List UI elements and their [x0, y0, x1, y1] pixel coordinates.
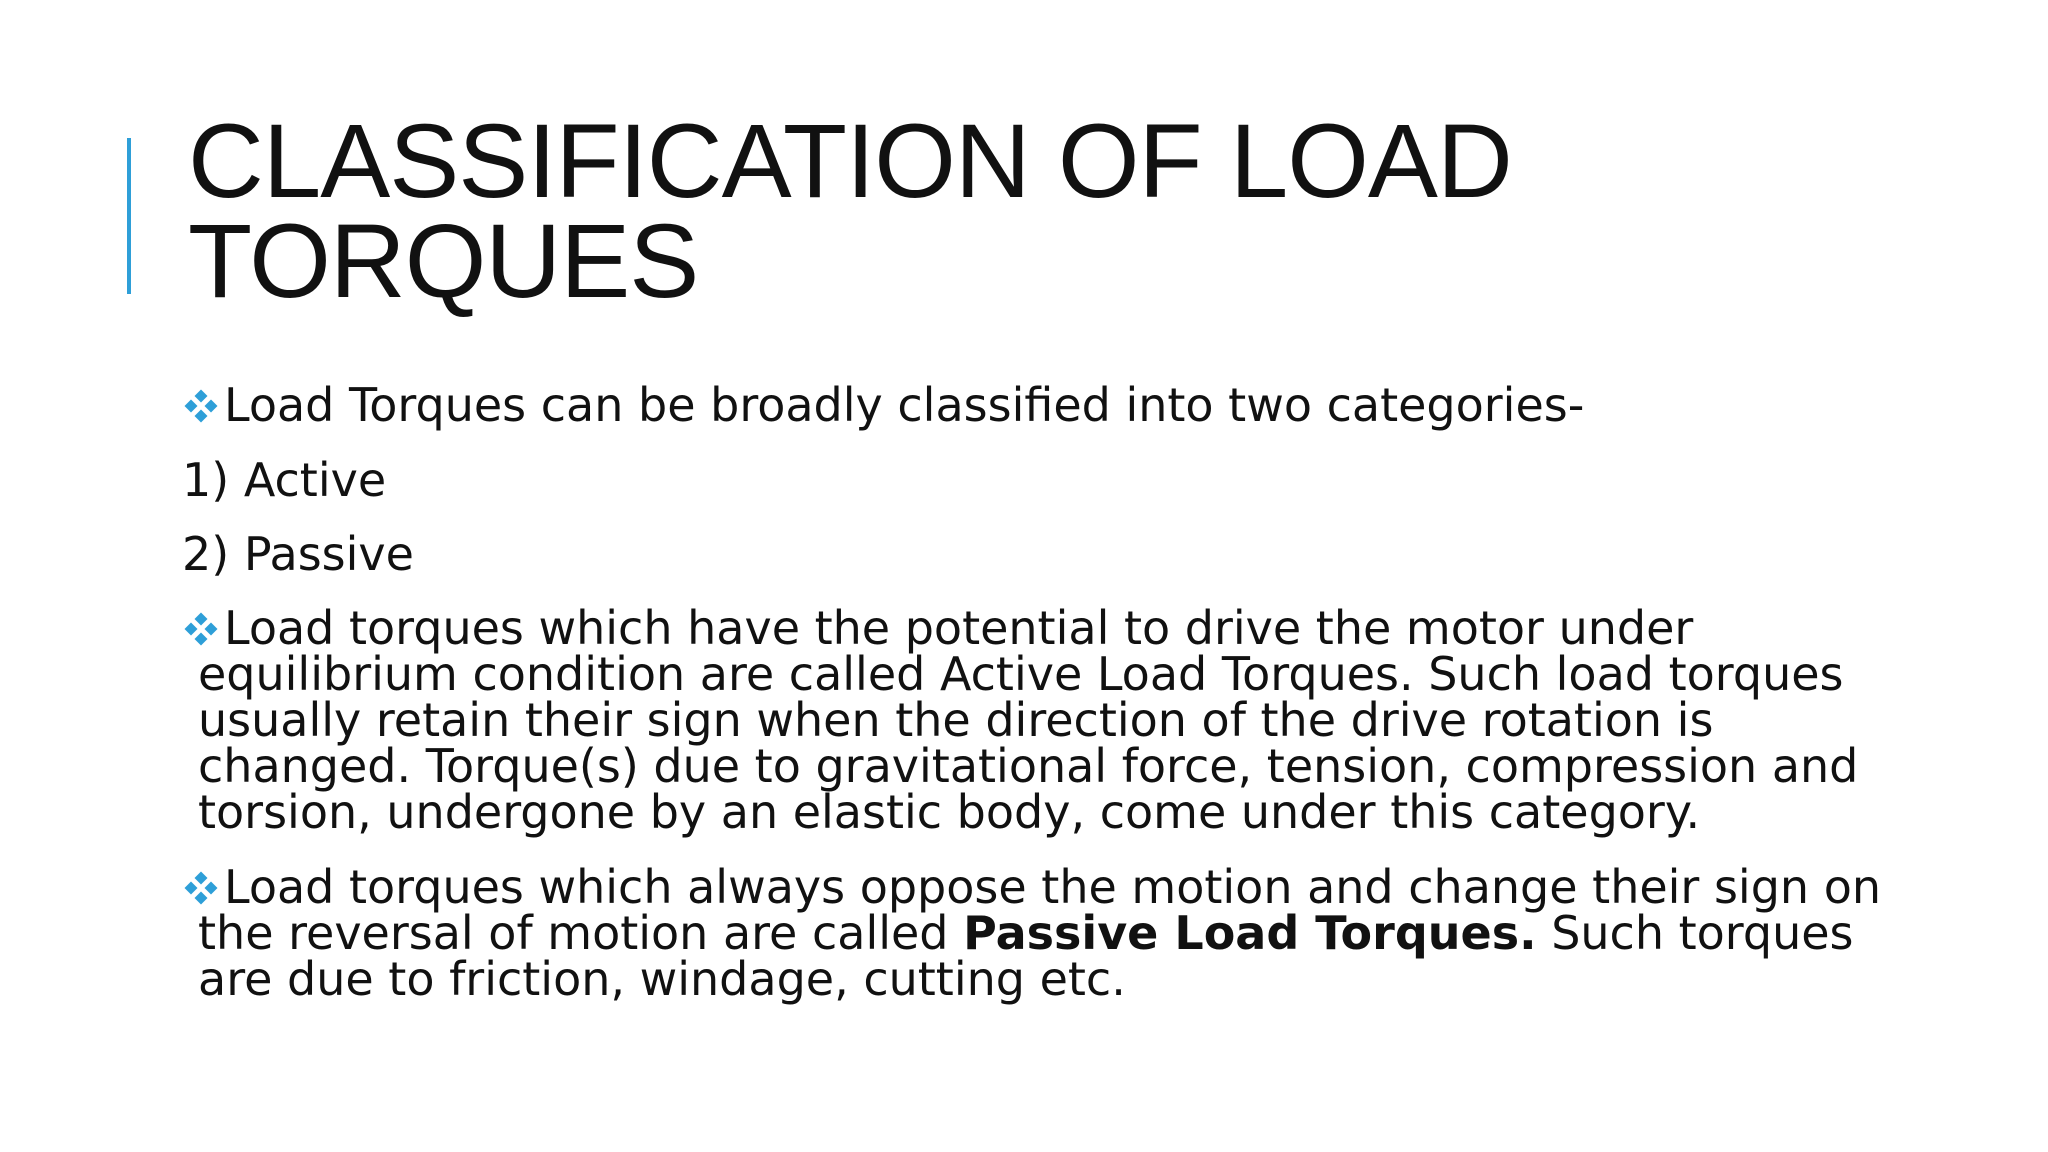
- bullet-text: Load torques which have the potential to drive the motor under equilibrium condition are called Active Load Torques. Such load torques usually retain their sign when the direction of the drive rotation is changed. Torque(s) due to gravitational force, tension, compression and torsion, undergone by an elastic body, come under this category.: [198, 601, 1859, 839]
- diamond-bullet-shape: [184, 612, 218, 646]
- bullet-item-categories: [182, 378, 1902, 432]
- diamond-bullet-shape: [184, 871, 218, 905]
- slide-body: [182, 378, 1902, 1031]
- title-accent-bar: [127, 138, 131, 294]
- bullet-text-after: Such torques are due to friction, windage, cutting etc.: [198, 906, 1854, 1006]
- numbered-item-passive: 2) Passive: [182, 527, 414, 581]
- bullet-item-passive-definition: [182, 860, 1902, 1006]
- bullet-text-bold: Passive Load Torques.: [963, 906, 1537, 960]
- diamond-bullet-icon: [184, 612, 224, 646]
- diamond-bullet-icon: [184, 389, 224, 423]
- numbered-item-active: 1) Active: [182, 453, 387, 507]
- bullet-item-active-definition: [182, 601, 1902, 839]
- bullet-text: Load Torques can be broadly classified into two categories-: [224, 378, 1585, 432]
- diamond-bullet-icon: [184, 871, 224, 905]
- slide-title: CLASSIFICATION OF LOAD TORQUES: [188, 103, 1512, 320]
- bullet-text-before: Load torques which always oppose the motion and change their sign on the reversal of motion are called: [198, 860, 1881, 960]
- diamond-bullet-shape: [184, 389, 218, 423]
